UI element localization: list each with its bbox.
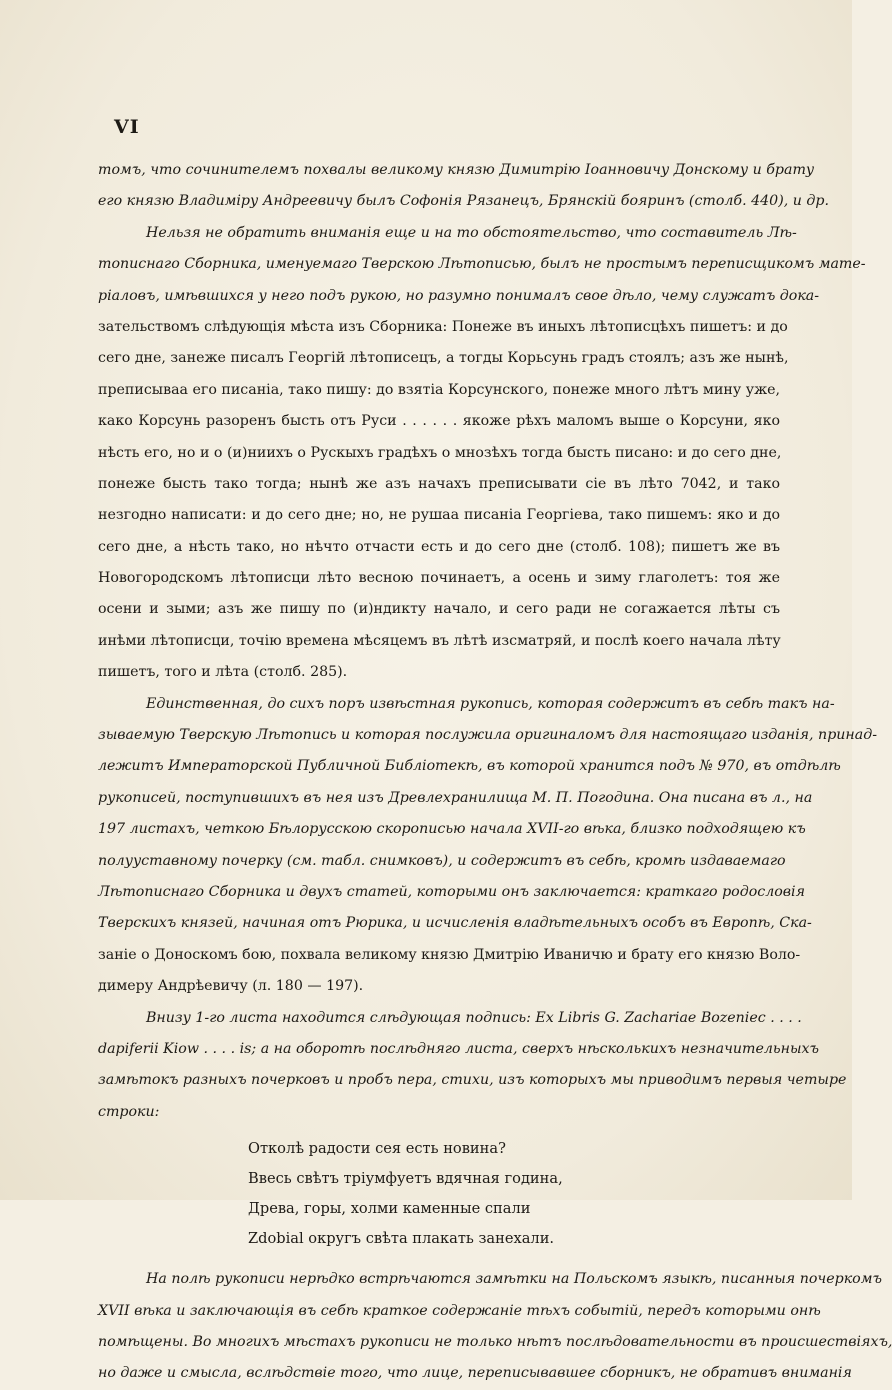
text-line: како Корсунь разоренъ бысть отъ Руси . . . . . . якоже рѣхъ маломъ выше о Корсуни, яко <box>98 413 780 430</box>
text-line: незгодно написати: и до сего дне; но, не рушаа писаніа Георгіева, тако пишемъ: яко и до <box>98 507 780 524</box>
poem-verse: Zdobial округъ свѣта плакать занехали. <box>248 1230 555 1248</box>
text-line: Тверскихъ князей, начиная отъ Рюрика, и исчисленія владѣтельныхъ особъ въ Европѣ, Ска- <box>98 915 812 932</box>
text-line: лежитъ Императорской Публичной Библіотекѣ, въ которой хранится подъ № 970, въ отдѣлѣ <box>98 758 841 775</box>
text-line: зательствомъ слѣдующія мѣста изъ Сборника: Понеже въ иныхъ лѣтописцѣхъ пишетъ: и до <box>98 318 788 335</box>
text-line: замѣтокъ разныхъ почерковъ и пробъ пера, стихи, изъ которыхъ мы приводимъ первыя четыре <box>98 1072 847 1089</box>
paragraph-4 <box>98 1003 847 1129</box>
paragraph-1 <box>98 155 829 218</box>
poem-verse: Древа, горы, холми каменные спали <box>248 1200 531 1218</box>
text-line: помѣщены. Во многихъ мѣстахъ рукописи не только нѣтъ послѣдовательности въ происшествіяхъ, <box>98 1333 892 1350</box>
text-line: зываемую Тверскую Лѣтопись и которая послужила оригиналомъ для настоящаго изданія, принад- <box>98 727 877 744</box>
text-line: димеру Андрѣевичу (л. 180 — 197). <box>98 978 364 995</box>
text-line: преписываа его писаніа, тако пишу: до взятіа Корсунского, понеже много лѣтъ мину уже, <box>98 381 781 398</box>
text-line: пишетъ, того и лѣта (столб. 285). <box>98 664 348 681</box>
text-line: строки: <box>98 1103 160 1120</box>
text-line: нѣсть его, но и о (и)ниихъ о Рускыхъ градѣхъ о мнозѣхъ тогда бысть писано: и до сего дне, <box>98 444 782 461</box>
text-line: томъ, что сочинителемъ похвалы великому князю Димитрію Іоанновичу Донскому и брату <box>98 162 815 178</box>
paragraph-2 <box>98 218 866 689</box>
poem-verse: Ввесь свѣтъ тріумфуетъ вдячная година, <box>248 1170 563 1188</box>
text-line: dapiferii Kiow . . . . is; а на оборотѣ послѣдняго листа, сверхъ нѣсколькихъ незначительныхъ <box>98 1040 820 1057</box>
text-line: заніе о Доноскомъ бою, похвала великому князю Дмитрію Иваничю и брату его князю Воло- <box>98 946 801 963</box>
text-line: рукописей, поступившихъ въ нея изъ Древлехранилища М. П. Погодина. Она писана въ л., на <box>98 789 813 806</box>
text-line: осени и зыми; азъ же пишу по (и)ндикту начало, и сего ради не согажается лѣты съ <box>98 601 780 618</box>
text-line: XVII вѣка и заключающія въ себѣ краткое содержаніе тѣхъ событій, передъ которыми онѣ <box>98 1302 821 1319</box>
text-line: его князю Владиміру Андреевичу былъ Софонія Рязанецъ, Брянскій бояринъ (столб. 440), и др. <box>98 193 829 210</box>
text-line: сего дне, а нѣсть тако, но нѣчто отчасти есть и до сего дне (столб. 108); пишетъ же въ <box>98 538 780 555</box>
text-line: Нельзя не обратить вниманія еще и на то обстоятельство, что составитель Лѣ- <box>146 224 797 241</box>
text-line: но даже и смысла, вслѣдствіе того, что лице, переписывавшее сборникъ, не обративъ вниманія <box>98 1365 852 1382</box>
text-line: сего дне, занеже писалъ Георгій лѣтописецъ, а тогды Корьсунь градъ стоялъ; азъ же нынѣ, <box>98 350 789 367</box>
text-line: На полѣ рукописи нерѣдко встрѣчаются замѣтки на Польскомъ языкѣ, писанныя почеркомъ <box>146 1271 882 1288</box>
text-line: понеже бысть тако тогда; нынѣ же азъ начахъ преписывати сіе въ лѣто 7042, и тако <box>98 475 780 492</box>
text-line: полууставному почерку (см. табл. снимковъ), и содержитъ въ себѣ, кромѣ издаваемаго <box>98 852 786 869</box>
paragraph-5 <box>98 1264 892 1390</box>
text-line: тописнаго Сборника, именуемаго Тверскою Лѣтописью, былъ не простымъ переписщикомъ мате- <box>98 256 866 273</box>
text-line: Единственная, до сихъ поръ извѣстная рукопись, которая содержитъ въ себѣ такъ на- <box>146 695 835 712</box>
page-number: VI <box>114 116 140 138</box>
text-line: Лѣтописнаго Сборника и двухъ статей, которыми онъ заключается: краткаго родословія <box>98 883 805 900</box>
paragraph-3 <box>98 689 877 1003</box>
poem-verse: Отколѣ радости сея есть новина? <box>248 1140 506 1158</box>
body-text <box>98 155 892 1390</box>
text-line: инѣми лѣтописци, точію времена мѣсяцемъ въ лѣтѣ изсматряй, и послѣ коего начала лѣту <box>98 632 781 649</box>
poem-quote <box>248 1134 780 1254</box>
text-line: Внизу 1-го листа находится слѣдующая подпись: Ex Libris G. Zachariae Bozeniec . . . . <box>146 1009 802 1026</box>
text-line: Новогородскомъ лѣтописци лѣто весною починаетъ, а осень и зиму глаголетъ: тоя же <box>98 570 780 587</box>
text-line: 197 листахъ, четкою Бѣлорусскою скорописью начала XVII-го вѣка, близко подходящею къ <box>98 821 806 838</box>
text-line: ріаловъ, имѣвшихся у него подъ рукою, но разумно понималъ свое дѣло, чему служатъ дока- <box>98 287 820 304</box>
